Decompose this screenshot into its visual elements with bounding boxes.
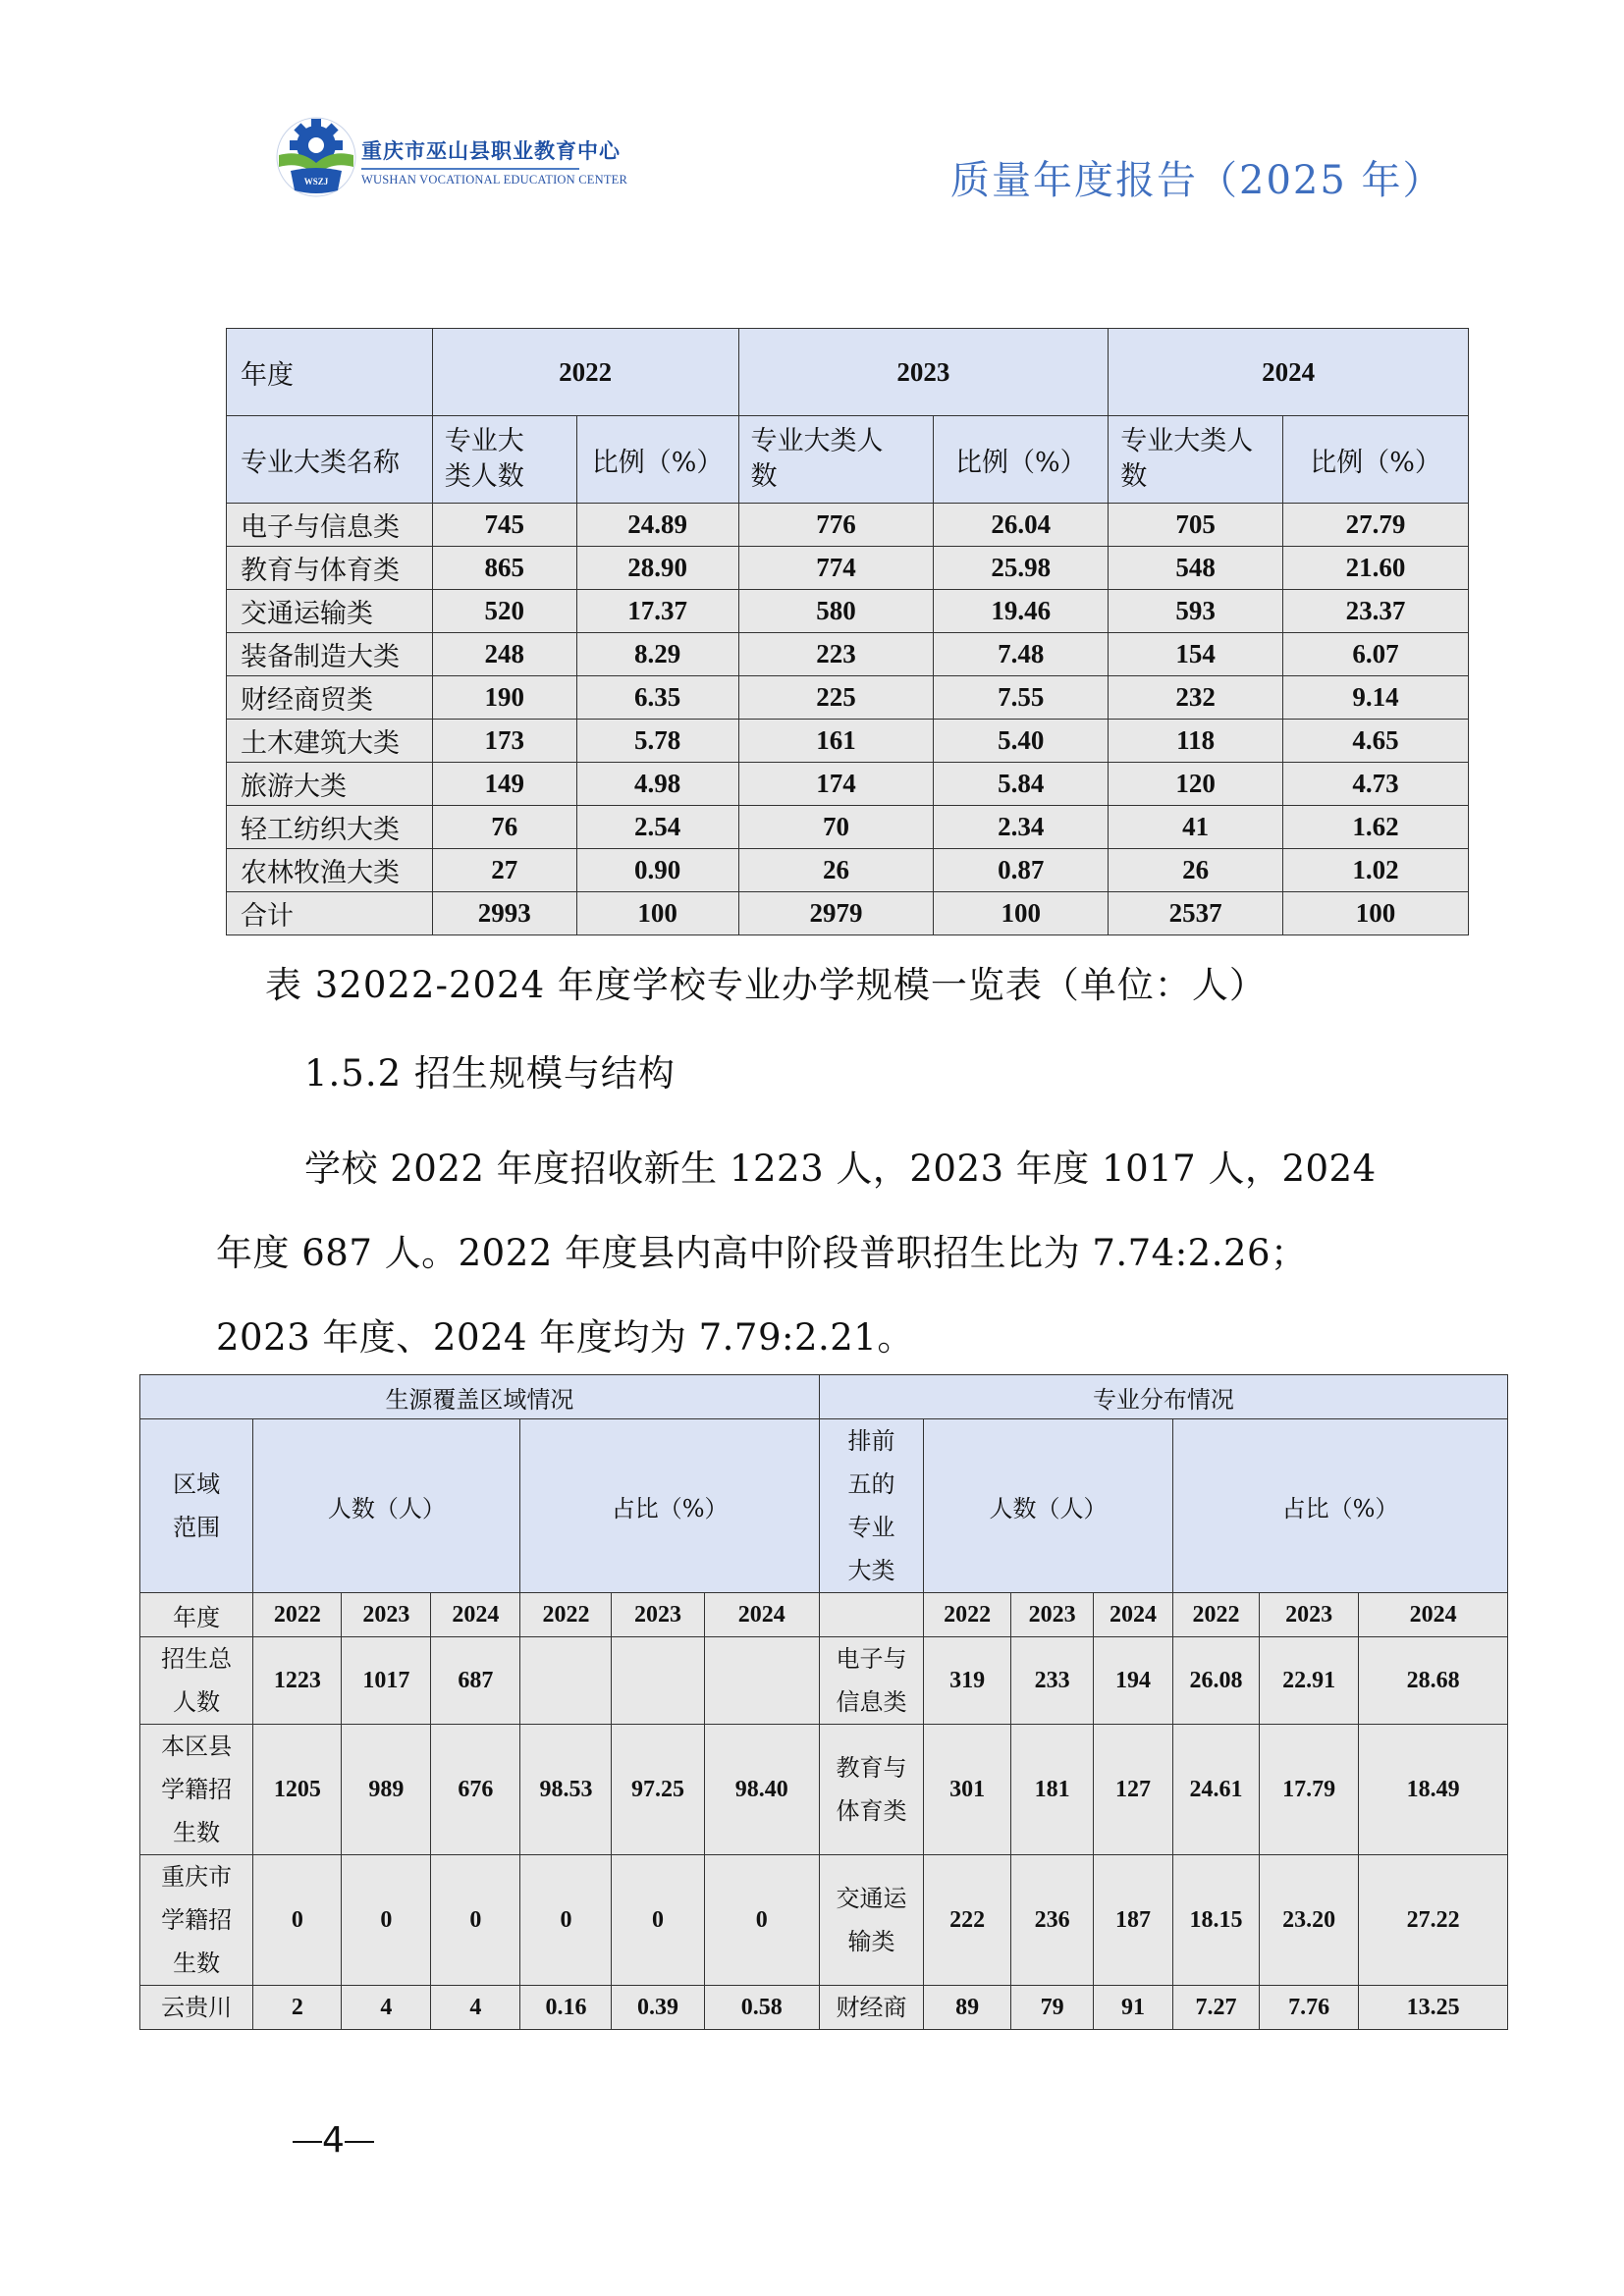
major-name [819, 1637, 923, 1725]
major-count-header: 人数（人） [924, 1419, 1173, 1593]
major-name-header: 专业大类名称 [227, 416, 433, 504]
count-cell: 865 [432, 547, 576, 590]
region-count-cell: 4 [431, 1986, 520, 2030]
school-logo [271, 116, 361, 198]
count-cell: 174 [738, 763, 934, 806]
region-ratio-cell: 0 [704, 1855, 819, 1986]
year-cell: 2024 [431, 1593, 520, 1637]
ratio-cell: 2.54 [576, 806, 738, 849]
major-count-cell: 181 [1011, 1725, 1094, 1855]
school-name-block [361, 135, 627, 187]
ratio-cell: 1.62 [1283, 806, 1469, 849]
region-count-cell: 1223 [253, 1637, 342, 1725]
ratio-cell: 24.89 [576, 504, 738, 547]
table-row [227, 504, 1469, 547]
region-count-cell: 0 [253, 1855, 342, 1986]
count-header-2022: 专业大 类人数 [432, 416, 576, 504]
ratio-cell: 25.98 [934, 547, 1109, 590]
ratio-cell: 100 [1283, 892, 1469, 935]
region-ratio-cell: 0.16 [520, 1986, 612, 2030]
year-cell: 2024 [704, 1593, 819, 1637]
count-cell: 26 [1109, 849, 1283, 892]
ratio-cell: 0.87 [934, 849, 1109, 892]
section-heading: 1.5.2 招生规模与结构 [304, 1052, 676, 1095]
count-cell: 173 [432, 720, 576, 763]
year-cell: 2022 [1173, 1593, 1260, 1637]
ratio-cell: 4.65 [1283, 720, 1469, 763]
major-name-line: 财经商 [836, 1994, 907, 2021]
count-cell: 161 [738, 720, 934, 763]
ratio-header-2022: 比例（%） [576, 416, 738, 504]
major-name: 轻工纺织大类 [227, 806, 433, 849]
region-ratio-cell: 98.40 [704, 1725, 819, 1855]
count-header-2024: 专业大类人 数 [1109, 416, 1283, 504]
region-ratio-cell: 0.39 [612, 1986, 704, 2030]
table-row [227, 763, 1469, 806]
region-ratio-cell: 98.53 [520, 1725, 612, 1855]
major-name-line: 体育类 [836, 1797, 907, 1825]
top5-major-header: 排前 五的 专业 大类 [819, 1419, 923, 1593]
ratio-header-2024: 比例（%） [1283, 416, 1469, 504]
region-ratio-cell [520, 1637, 612, 1725]
major-ratio-cell: 18.15 [1173, 1855, 1260, 1986]
region-name [140, 1637, 253, 1725]
report-title: 质量年度报告（2025 年） [950, 158, 1444, 203]
major-ratio-cell: 7.27 [1173, 1986, 1260, 2030]
region-name [140, 1986, 253, 2030]
table-row [227, 590, 1469, 633]
region-ratio-cell: 0.58 [704, 1986, 819, 2030]
region-ratio-cell: 0 [520, 1855, 612, 1986]
major-ratio-cell: 26.08 [1173, 1637, 1260, 1725]
region-count-cell: 0 [431, 1855, 520, 1986]
ratio-cell: 100 [576, 892, 738, 935]
table-row [227, 547, 1469, 590]
ratio-cell: 17.37 [576, 590, 738, 633]
major-name-line: 教育与 [836, 1754, 907, 1782]
empty-cell [819, 1593, 923, 1637]
ratio-cell: 2.34 [934, 806, 1109, 849]
major-count-cell: 89 [924, 1986, 1011, 2030]
year-cell: 2024 [1359, 1593, 1508, 1637]
ratio-cell: 7.48 [934, 633, 1109, 676]
year-cell: 2023 [1011, 1593, 1094, 1637]
region-count-cell: 676 [431, 1725, 520, 1855]
header-divider [361, 168, 579, 170]
major-ratio-cell: 28.68 [1359, 1637, 1508, 1725]
region-name-line: 生数 [173, 1949, 221, 1977]
count-header-2023: 专业大类人 数 [738, 416, 934, 504]
svg-text:WSZJ: WSZJ [303, 177, 329, 187]
major-ratio-cell: 27.22 [1359, 1855, 1508, 1986]
major-name: 交通运输类 [227, 590, 433, 633]
major-ratio-cell: 18.49 [1359, 1725, 1508, 1855]
year-2024: 2024 [1109, 329, 1469, 416]
table-row [227, 676, 1469, 720]
region-count-cell: 687 [431, 1637, 520, 1725]
major-name [819, 1986, 923, 2030]
ratio-cell: 27.79 [1283, 504, 1469, 547]
count-cell: 548 [1109, 547, 1283, 590]
region-count-cell: 989 [342, 1725, 431, 1855]
region-count-cell: 1017 [342, 1637, 431, 1725]
table-title-row [140, 1375, 1508, 1419]
region-name-line: 学籍招 [161, 1776, 233, 1803]
major-name: 土木建筑大类 [227, 720, 433, 763]
count-cell: 70 [738, 806, 934, 849]
major-count-cell: 233 [1011, 1637, 1094, 1725]
count-cell: 705 [1109, 504, 1283, 547]
dash-right [345, 2141, 374, 2143]
major-count-cell: 236 [1011, 1855, 1094, 1986]
count-cell: 225 [738, 676, 934, 720]
ratio-cell: 21.60 [1283, 547, 1469, 590]
table-header-row [140, 1419, 1508, 1593]
count-cell: 76 [432, 806, 576, 849]
year-2023: 2023 [738, 329, 1109, 416]
year-cell: 2023 [342, 1593, 431, 1637]
count-cell: 593 [1109, 590, 1283, 633]
region-count-cell: 4 [342, 1986, 431, 2030]
region-count-header: 人数（人） [253, 1419, 520, 1593]
table-row [227, 849, 1469, 892]
ratio-cell: 5.78 [576, 720, 738, 763]
major-name [819, 1855, 923, 1986]
year-cell: 2022 [253, 1593, 342, 1637]
ratio-cell: 28.90 [576, 547, 738, 590]
major-name-line: 输类 [847, 1928, 895, 1955]
major-name: 教育与体育类 [227, 547, 433, 590]
gear-book-logo-icon [271, 116, 361, 198]
major-ratio-cell: 13.25 [1359, 1986, 1508, 2030]
year-cell: 2023 [1260, 1593, 1359, 1637]
region-ratio-cell: 0 [612, 1855, 704, 1986]
major-name-line: 交通运 [836, 1885, 907, 1912]
region-ratio-cell: 97.25 [612, 1725, 704, 1855]
ratio-cell: 19.46 [934, 590, 1109, 633]
major-ratio-cell: 7.76 [1260, 1986, 1359, 2030]
year-cell: 2024 [1094, 1593, 1173, 1637]
paragraph-line: 学校 2022 年度招收新生 1223 人，2023 年度 1017 人，2024 [304, 1148, 1377, 1190]
major-ratio-header: 占比（%） [1173, 1419, 1508, 1593]
count-cell: 2993 [432, 892, 576, 935]
count-cell: 232 [1109, 676, 1283, 720]
ratio-header-2023: 比例（%） [934, 416, 1109, 504]
major-name: 合计 [227, 892, 433, 935]
major-count-cell: 194 [1094, 1637, 1173, 1725]
count-cell: 2979 [738, 892, 934, 935]
count-cell: 118 [1109, 720, 1283, 763]
major-ratio-cell: 22.91 [1260, 1637, 1359, 1725]
ratio-cell: 7.55 [934, 676, 1109, 720]
table-row [227, 892, 1469, 935]
table-header-row [227, 329, 1469, 416]
region-count-cell: 0 [342, 1855, 431, 1986]
count-cell: 26 [738, 849, 934, 892]
dash-left [293, 2141, 322, 2143]
region-count-cell: 1205 [253, 1725, 342, 1855]
paragraph-line: 年度 687 人。2022 年度县内高中阶段普职招生比为 7.74:2.26； [216, 1232, 1308, 1274]
major-count-cell: 187 [1094, 1855, 1173, 1986]
major-distribution-title: 专业分布情况 [819, 1375, 1507, 1419]
region-scope-header: 区域 范围 [140, 1419, 253, 1593]
year-2022: 2022 [432, 329, 738, 416]
count-cell: 520 [432, 590, 576, 633]
region-coverage-title: 生源覆盖区域情况 [140, 1375, 820, 1419]
major-ratio-cell: 24.61 [1173, 1725, 1260, 1855]
count-cell: 149 [432, 763, 576, 806]
region-name [140, 1725, 253, 1855]
region-count-cell: 2 [253, 1986, 342, 2030]
enrollment-paragraph [216, 1127, 1434, 1380]
count-cell: 745 [432, 504, 576, 547]
ratio-cell: 6.07 [1283, 633, 1469, 676]
ratio-cell: 5.84 [934, 763, 1109, 806]
major-count-cell: 222 [924, 1855, 1011, 1986]
major-name-line: 信息类 [836, 1688, 907, 1716]
school-name-en: WUSHAN VOCATIONAL EDUCATION CENTER [361, 173, 628, 187]
ratio-cell: 6.35 [576, 676, 738, 720]
table-row [227, 720, 1469, 763]
major-name: 电子与信息类 [227, 504, 433, 547]
region-ratio-cell [704, 1637, 819, 1725]
table-row [227, 633, 1469, 676]
region-name-line: 生数 [173, 1819, 221, 1846]
major-count-cell: 91 [1094, 1986, 1173, 2030]
region-name-line: 重庆市 [161, 1863, 233, 1891]
major-count-cell: 79 [1011, 1986, 1094, 2030]
year-row [140, 1593, 1508, 1637]
table-row [140, 1855, 1508, 1986]
table-subheader-row [227, 416, 1469, 504]
major-name: 农林牧渔大类 [227, 849, 433, 892]
major-name [819, 1725, 923, 1855]
table-row [227, 806, 1469, 849]
ratio-cell: 1.02 [1283, 849, 1469, 892]
table-row [140, 1725, 1508, 1855]
region-name [140, 1855, 253, 1986]
major-name: 旅游大类 [227, 763, 433, 806]
ratio-cell: 23.37 [1283, 590, 1469, 633]
year-cell: 2022 [520, 1593, 612, 1637]
ratio-cell: 9.14 [1283, 676, 1469, 720]
ratio-cell: 100 [934, 892, 1109, 935]
page-number-value: 4 [322, 2120, 345, 2161]
table-row [140, 1637, 1508, 1725]
major-count-cell: 127 [1094, 1725, 1173, 1855]
year-label: 年度 [140, 1593, 253, 1637]
page-number [293, 2120, 374, 2161]
paragraph-line: 2023 年度、2024 年度均为 7.79:2.21。 [216, 1316, 914, 1359]
major-ratio-cell: 23.20 [1260, 1855, 1359, 1986]
ratio-cell: 5.40 [934, 720, 1109, 763]
year-cell: 2022 [924, 1593, 1011, 1637]
count-cell: 120 [1109, 763, 1283, 806]
ratio-cell: 4.73 [1283, 763, 1469, 806]
region-name-line: 本区县 [161, 1733, 233, 1760]
count-cell: 41 [1109, 806, 1283, 849]
region-ratio-header: 占比（%） [520, 1419, 819, 1593]
ratio-cell: 0.90 [576, 849, 738, 892]
count-cell: 580 [738, 590, 934, 633]
ratio-cell: 8.29 [576, 633, 738, 676]
count-cell: 190 [432, 676, 576, 720]
ratio-cell: 4.98 [576, 763, 738, 806]
year-label: 年度 [227, 329, 433, 416]
major-name: 装备制造大类 [227, 633, 433, 676]
major-count-cell: 319 [924, 1637, 1011, 1725]
enrollment-structure-table [139, 1374, 1508, 2030]
major-ratio-cell: 17.79 [1260, 1725, 1359, 1855]
region-name-line: 云贵川 [161, 1994, 233, 2021]
table-caption: 表 32022-2024 年度学校专业办学规模一览表（单位：人） [265, 964, 1267, 1006]
school-name-cn: 重庆市巫山县职业教育中心 [361, 139, 621, 163]
region-ratio-cell [612, 1637, 704, 1725]
count-cell: 248 [432, 633, 576, 676]
table-row [140, 1986, 1508, 2030]
major-scale-table [226, 328, 1469, 935]
count-cell: 774 [738, 547, 934, 590]
region-name-line: 学籍招 [161, 1906, 233, 1934]
year-cell: 2023 [612, 1593, 704, 1637]
region-name-line: 招生总 [161, 1645, 233, 1673]
count-cell: 27 [432, 849, 576, 892]
major-count-cell: 301 [924, 1725, 1011, 1855]
region-name-line: 人数 [173, 1688, 221, 1716]
count-cell: 776 [738, 504, 934, 547]
major-name: 财经商贸类 [227, 676, 433, 720]
count-cell: 2537 [1109, 892, 1283, 935]
major-name-line: 电子与 [836, 1645, 907, 1673]
count-cell: 154 [1109, 633, 1283, 676]
count-cell: 223 [738, 633, 934, 676]
ratio-cell: 26.04 [934, 504, 1109, 547]
